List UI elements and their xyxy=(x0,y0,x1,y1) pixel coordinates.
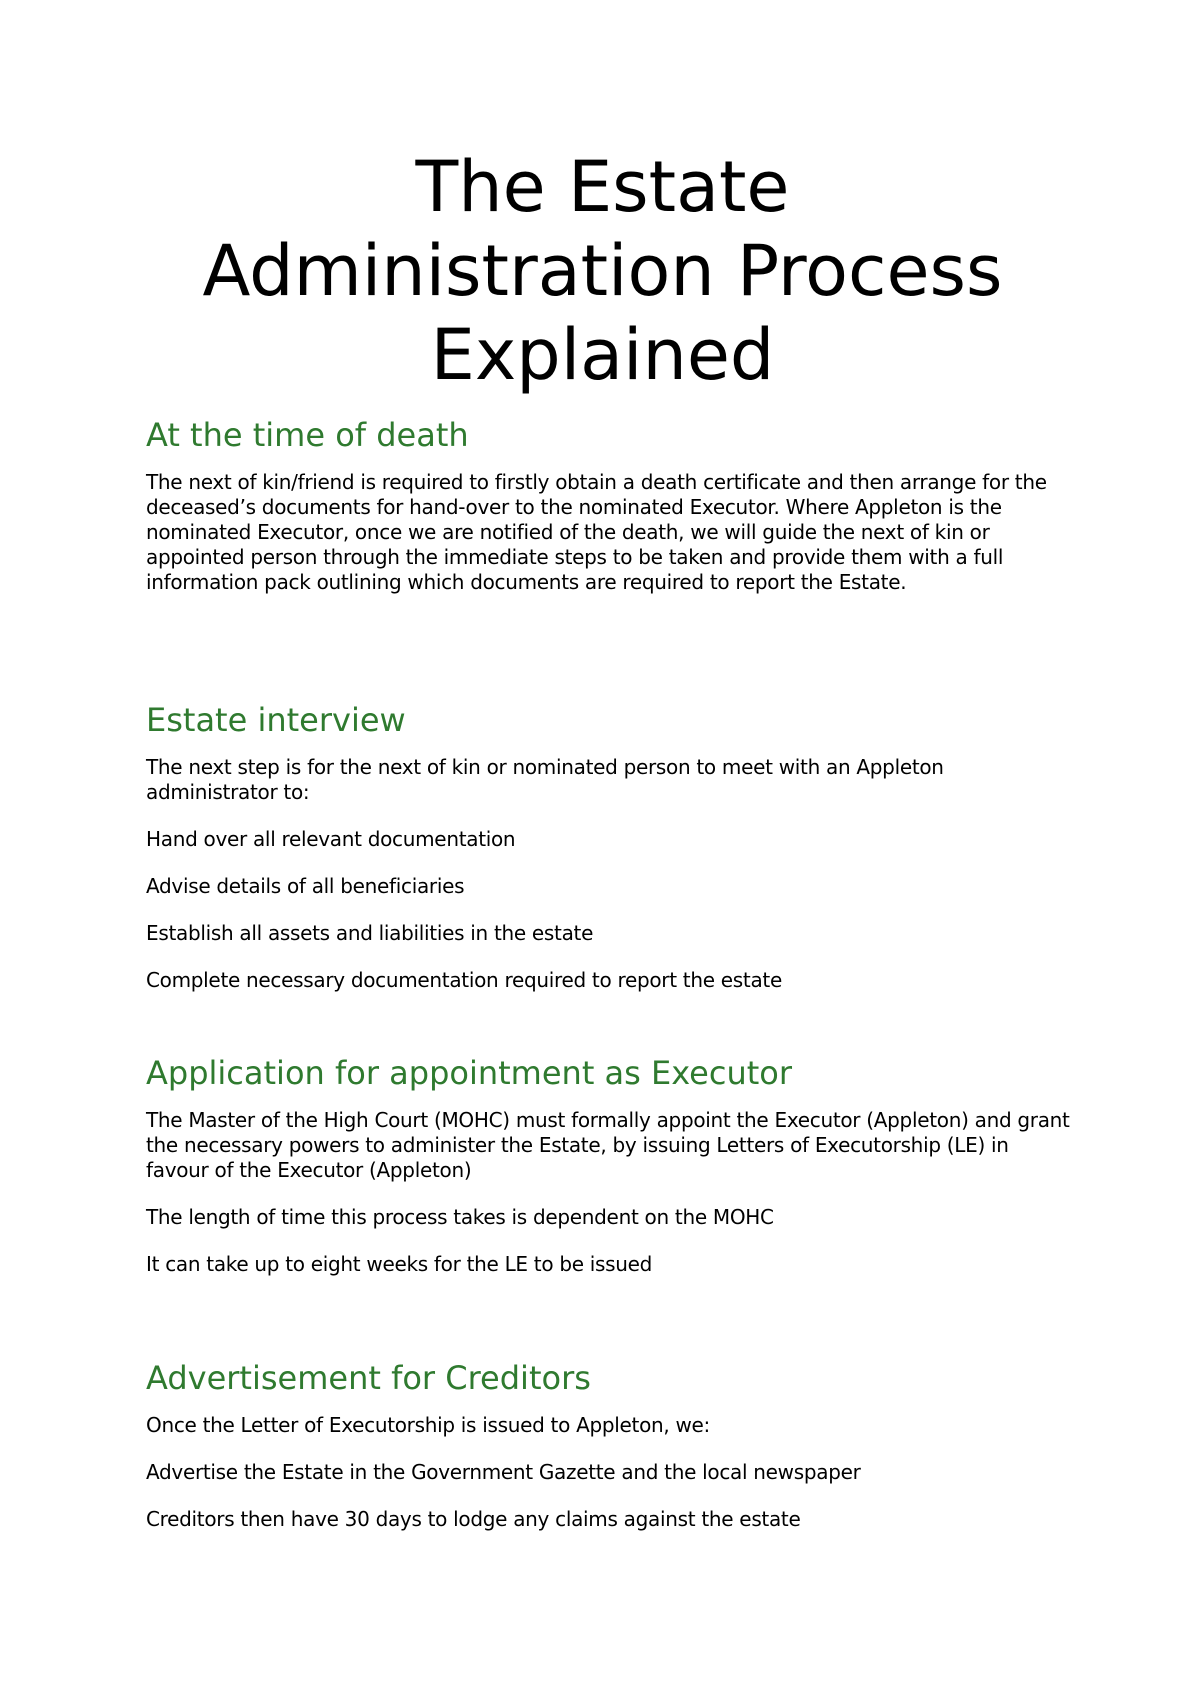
list-item: The length of time this process takes is dependent on the MOHC xyxy=(146,1205,774,1229)
title-line: Administration Process xyxy=(202,230,1003,312)
list-item: Establish all assets and liabilities in the estate xyxy=(146,921,594,945)
section-advertisement-creditors xyxy=(146,1358,1076,1532)
section-heading: Application for appointment as Executor xyxy=(146,1054,792,1092)
section-at-time-of-death xyxy=(146,415,1076,595)
list-item: Hand over all relevant documentation xyxy=(146,827,516,851)
section-heading: At the time of death xyxy=(146,416,469,454)
list-item: It can take up to eight weeks for the LE to be issued xyxy=(146,1252,653,1276)
list-item: Creditors then have 30 days to lodge any claims against the estate xyxy=(146,1507,801,1531)
section-heading: Estate interview xyxy=(146,701,406,739)
body-paragraph: The next of kin/friend is required to firstly obtain a death certificate and then arrange for the deceased’s documents for hand-over to the nominated Executor. Where Appleton is the nominated Executor, once we are notified of the death, we will guide the next of kin or appointed person through the immediate steps to be taken and provide them with a full information pack outlining which documents are required to report the Estate. xyxy=(146,470,1047,594)
list-item: Advertise the Estate in the Government Gazette and the local newspaper xyxy=(146,1460,861,1484)
title-line: The Estate xyxy=(415,146,790,228)
body-paragraph: Once the Letter of Executorship is issued to Appleton, we: xyxy=(146,1413,710,1437)
title-line: Explained xyxy=(430,314,775,396)
body-paragraph: The Master of the High Court (MOHC) must formally appoint the Executor (Appleton) and grant the necessary powers to administer the Estate, by issuing Letters of Executorship (LE) in favour of the Executor (Appleton) xyxy=(146,1108,1070,1182)
document-title xyxy=(80,145,1125,397)
section-estate-interview xyxy=(146,700,1076,993)
list-item: Advise details of all beneficiaries xyxy=(146,874,465,898)
section-application-executor xyxy=(146,1053,1076,1277)
body-paragraph: The next step is for the next of kin or nominated person to meet with an Appleton administrator to: xyxy=(146,755,944,804)
section-heading: Advertisement for Creditors xyxy=(146,1359,591,1397)
list-item: Complete necessary documentation required to report the estate xyxy=(146,968,782,992)
